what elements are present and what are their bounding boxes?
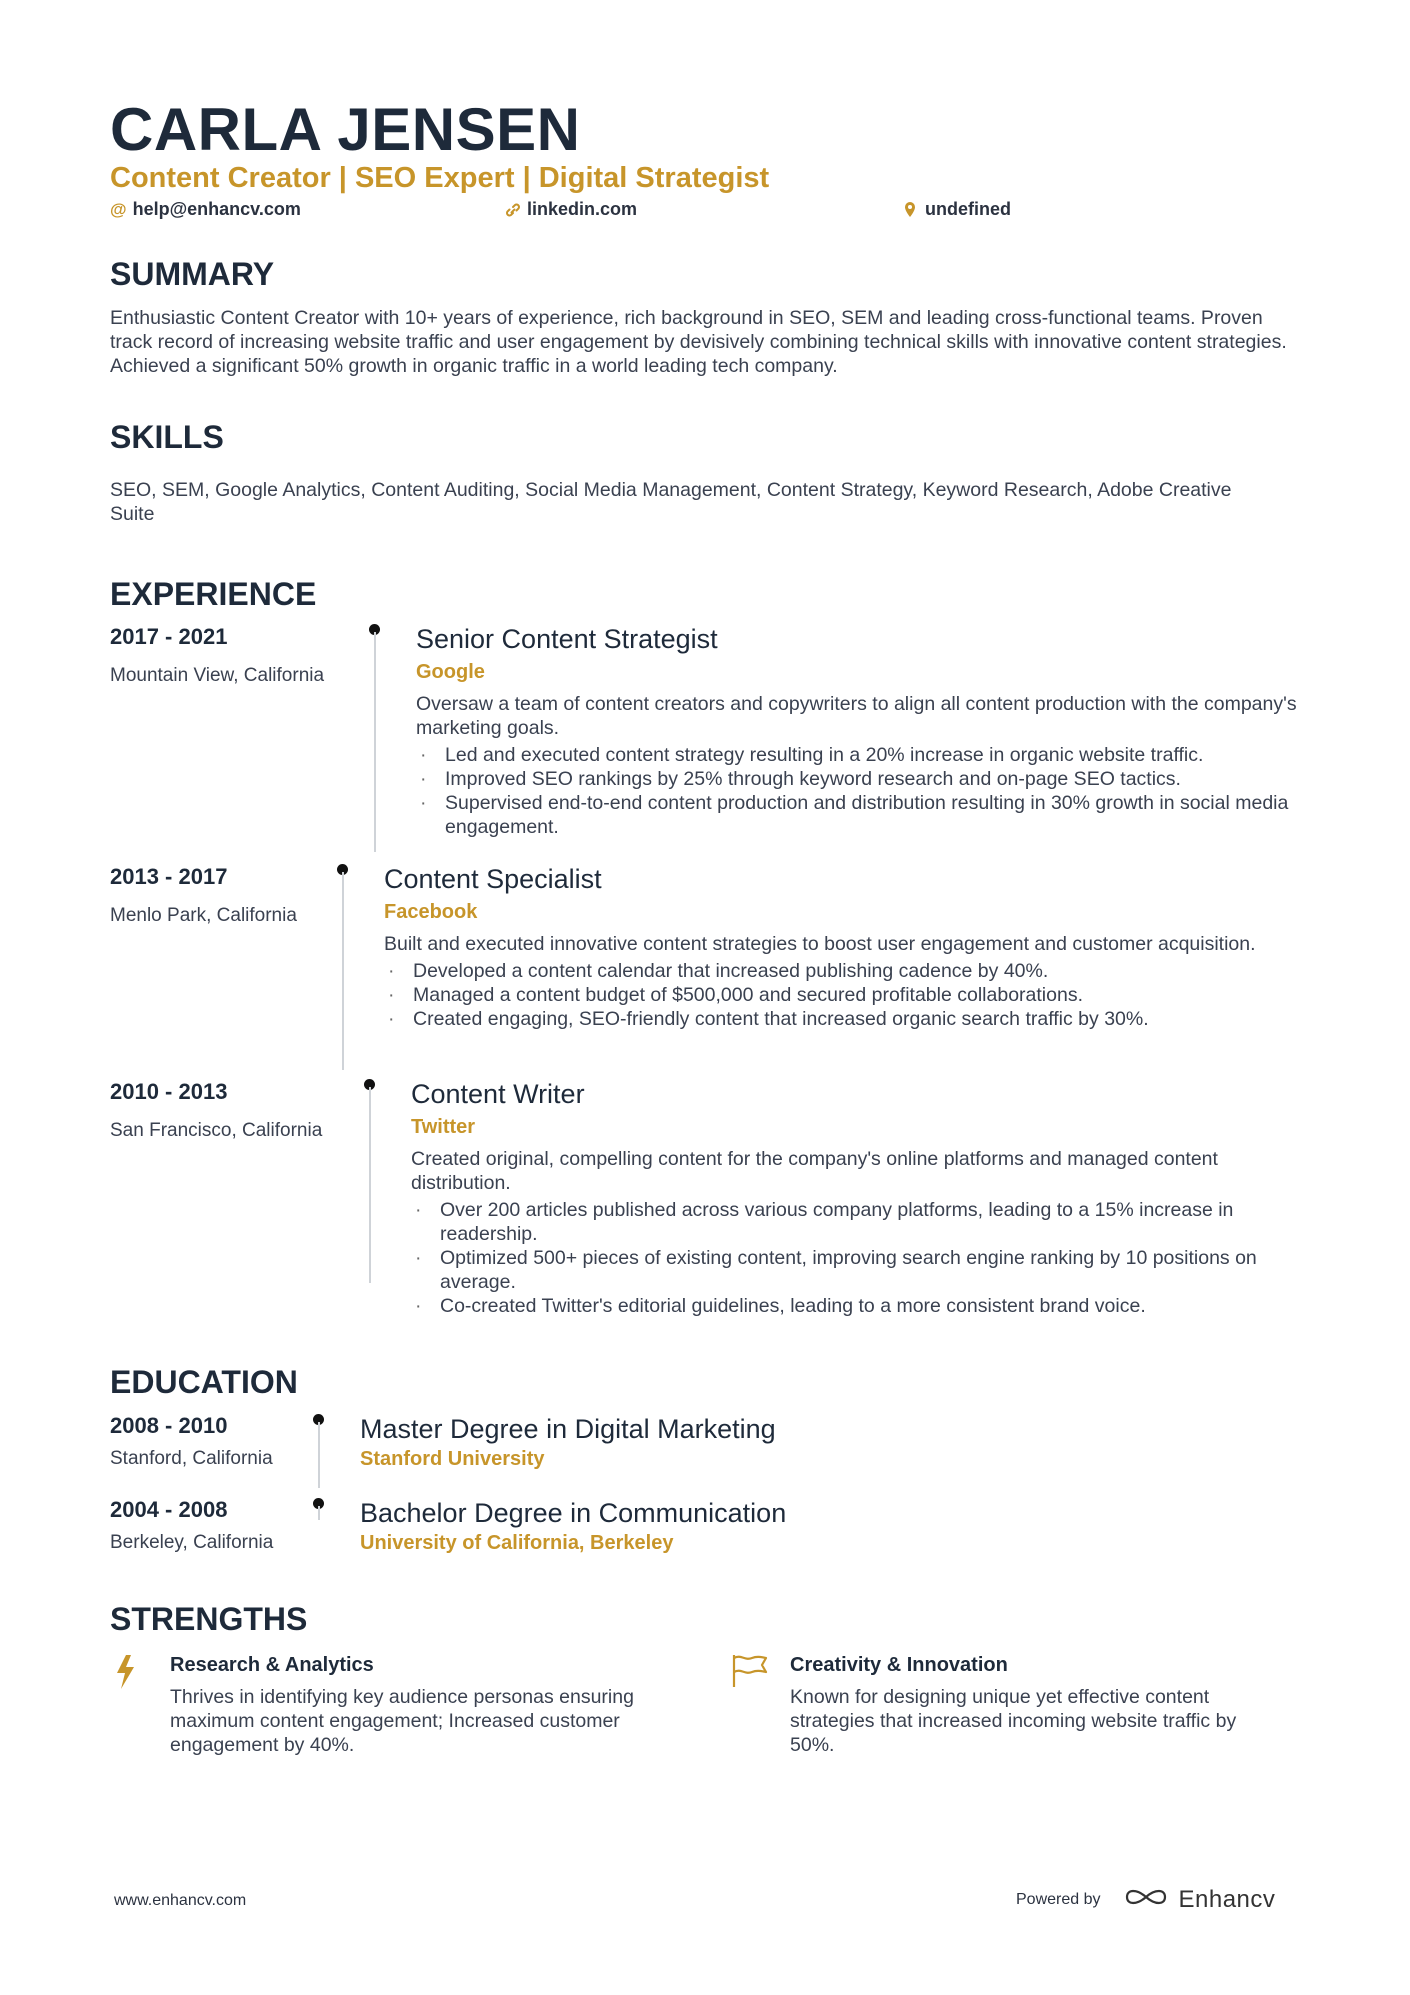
timeline-line	[342, 872, 344, 1070]
job-company: Facebook	[384, 901, 478, 923]
job-description: Oversaw a team of content creators and copywriters to align all content production with the company's marketing goals.	[416, 693, 1297, 739]
edu-dates: 2008 - 2010	[110, 1413, 228, 1438]
footer-website[interactable]: www.enhancv.com	[114, 1892, 247, 1909]
job-dates: 2017 - 2021	[110, 624, 228, 649]
job-location: San Francisco, California	[110, 1120, 323, 1141]
job-dates: 2010 - 2013	[110, 1079, 228, 1104]
footer-powered	[1016, 1880, 1275, 1920]
edu-school: Stanford University	[360, 1448, 545, 1470]
brand-name: Enhancv	[1178, 1886, 1276, 1913]
job-entry	[384, 862, 1284, 1031]
contact-bar	[110, 199, 1110, 225]
candidate-name: CARLA JENSEN	[110, 96, 581, 163]
job-description: Created original, compelling content for the company's online platforms and managed content distribution.	[411, 1148, 1218, 1194]
edu-degree: Bachelor Degree in Communication	[360, 1498, 787, 1528]
lightning-icon	[110, 1651, 150, 1691]
contact-email[interactable]	[110, 199, 301, 220]
job-role: Content Specialist	[384, 864, 602, 894]
education-heading: EDUCATION	[110, 1364, 298, 1400]
job-dates: 2013 - 2017	[110, 864, 228, 889]
job-bullets	[411, 1198, 1311, 1318]
job-role: Senior Content Strategist	[416, 624, 718, 654]
infinity-logo-icon	[1123, 1885, 1169, 1916]
location-text: undefined	[925, 199, 1011, 219]
linkedin-text: linkedin.com	[527, 199, 638, 219]
job-bullet: · Co-created Twitter's editorial guidelines, leading to a more consistent brand voice.	[411, 1294, 1311, 1318]
candidate-title: Content Creator | SEO Expert | Digital Strategist	[110, 162, 770, 194]
summary-heading: SUMMARY	[110, 256, 275, 292]
skills-text: SEO, SEM, Google Analytics, Content Auditing, Social Media Management, Content Strategy, Keyword Research, Adobe Creative Suite	[110, 479, 1232, 525]
edu-location: Berkeley, California	[110, 1532, 274, 1553]
timeline-line	[369, 1087, 371, 1283]
job-bullet: · Over 200 articles published across various company platforms, leading to a 15% increase in readership.	[411, 1198, 1311, 1246]
edu-school: University of California, Berkeley	[360, 1532, 674, 1554]
location-pin-icon	[903, 200, 919, 220]
strength-title: Research & Analytics	[170, 1654, 374, 1676]
strength-item	[730, 1651, 1270, 1757]
job-entry	[416, 622, 1316, 839]
email-text: help@enhancv.com	[132, 199, 301, 219]
edu-dates: 2004 - 2008	[110, 1497, 228, 1522]
experience-heading: EXPERIENCE	[110, 576, 317, 612]
job-bullet: · Led and executed content strategy resulting in a 20% increase in organic website traffic.	[416, 743, 1316, 767]
job-description: Built and executed innovative content strategies to boost user engagement and customer acquisition.	[384, 933, 1256, 955]
enhancv-logo[interactable]	[1123, 1885, 1276, 1916]
contact-linkedin[interactable]	[505, 199, 637, 220]
strength-item	[110, 1651, 650, 1757]
job-company: Google	[416, 661, 485, 683]
job-bullet: · Created engaging, SEO-friendly content that increased organic search traffic by 30%.	[384, 1007, 1284, 1031]
powered-by-label: Powered by	[1016, 1891, 1101, 1908]
strength-description: Known for designing unique yet effective content strategies that increased incoming website traffic by 50%.	[790, 1686, 1237, 1756]
skills-heading: SKILLS	[110, 419, 224, 455]
strengths-heading: STRENGTHS	[110, 1601, 308, 1637]
edu-location: Stanford, California	[110, 1448, 273, 1469]
at-sign-icon: @	[110, 199, 127, 219]
timeline-line	[374, 632, 376, 852]
job-bullets	[416, 743, 1316, 839]
timeline-line	[318, 1422, 320, 1488]
flag-icon	[730, 1651, 770, 1691]
link-icon	[505, 200, 521, 220]
job-bullets	[384, 959, 1284, 1031]
job-role: Content Writer	[411, 1079, 585, 1109]
edu-degree: Master Degree in Digital Marketing	[360, 1414, 776, 1444]
timeline-line	[318, 1506, 320, 1520]
job-bullet: · Managed a content budget of $500,000 and secured profitable collaborations.	[384, 983, 1284, 1007]
contact-location	[903, 199, 1011, 220]
job-bullet: · Improved SEO rankings by 25% through keyword research and on-page SEO tactics.	[416, 767, 1316, 791]
job-company: Twitter	[411, 1116, 476, 1138]
strength-description: Thrives in identifying key audience personas ensuring maximum content engagement; Increased customer engagement by 40%.	[170, 1686, 634, 1756]
summary-text: Enthusiastic Content Creator with 10+ years of experience, rich background in SEO, SEM and leading cross-functional teams. Proven track record of increasing website traffic and user engagement by devisively combining technical skills with innovative content strategies. Achieved a significant 50% growth in organic traffic in a world leading tech company.	[110, 307, 1287, 377]
job-bullet: · Supervised end-to-end content production and distribution resulting in 30% growth in social media engagement.	[416, 791, 1316, 839]
job-location: Menlo Park, California	[110, 905, 297, 926]
job-bullet: · Optimized 500+ pieces of existing content, improving search engine ranking by 10 positions on average.	[411, 1246, 1311, 1294]
job-location: Mountain View, California	[110, 665, 325, 686]
strength-title: Creativity & Innovation	[790, 1654, 1008, 1676]
job-entry	[411, 1077, 1311, 1318]
job-bullet: · Developed a content calendar that increased publishing cadence by 40%.	[384, 959, 1284, 983]
